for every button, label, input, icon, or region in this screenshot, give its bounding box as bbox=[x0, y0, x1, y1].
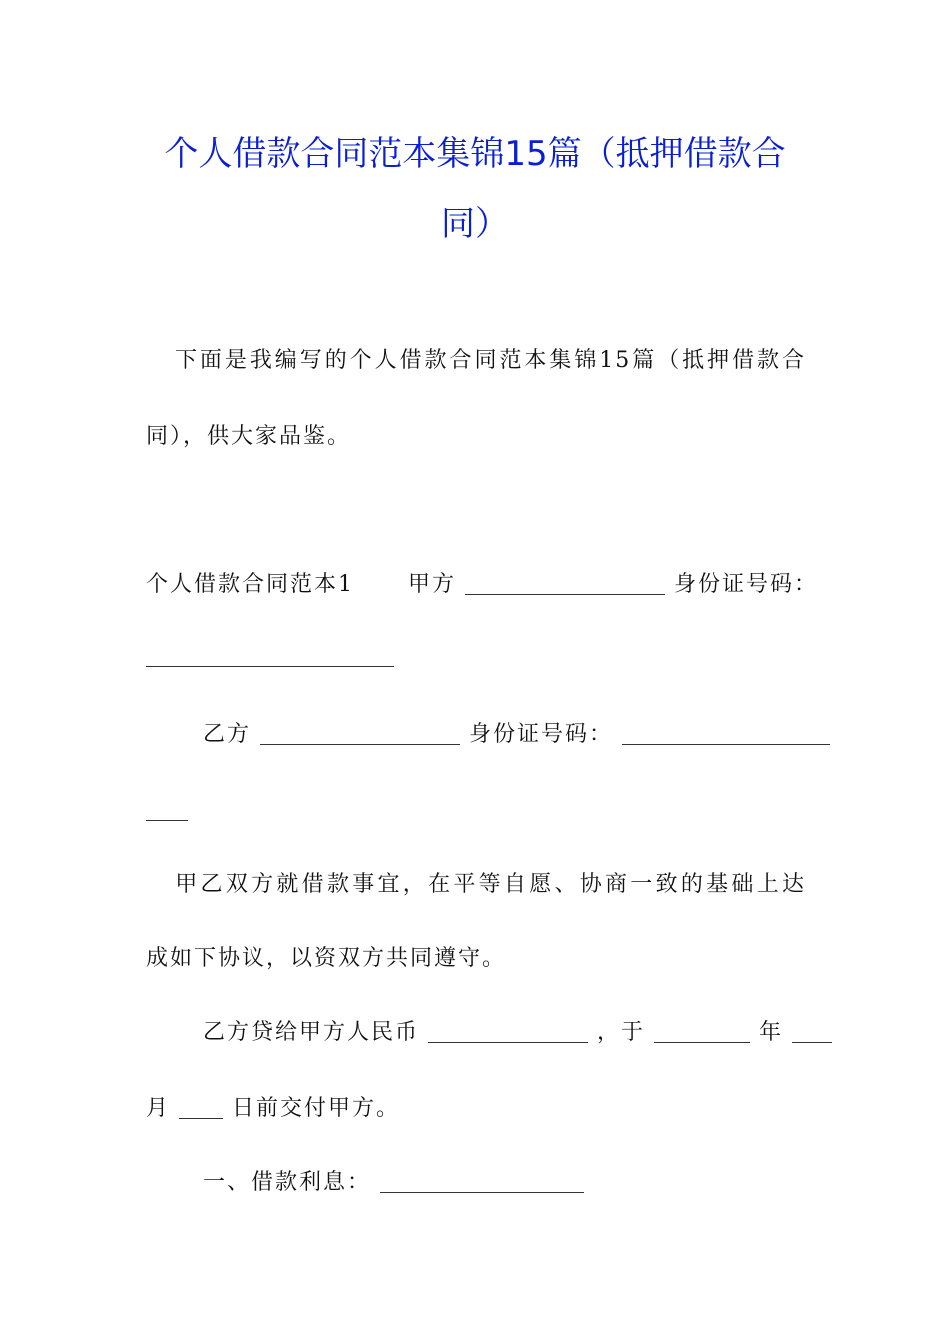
loan-suffix: 日前交付甲方。 bbox=[232, 1096, 401, 1121]
agreement-line-2: 成如下协议，以资双方共同遵守。 bbox=[146, 946, 507, 971]
contract-heading-line bbox=[146, 571, 819, 599]
loan-line bbox=[146, 1019, 806, 1047]
party-b-id-blank bbox=[622, 722, 830, 745]
party-a-label: 甲方 bbox=[408, 572, 457, 597]
interest-label: 一、借款利息： bbox=[203, 1170, 372, 1195]
loan-prefix: 乙方贷给甲方人民币 bbox=[203, 1020, 420, 1045]
loan-mid: ，于 bbox=[597, 1020, 646, 1045]
party-b-id-blank-cont bbox=[146, 798, 188, 821]
party-a-id-blank-line bbox=[146, 643, 806, 671]
document-title-line-2: 同） bbox=[441, 204, 509, 244]
year-blank bbox=[654, 1020, 750, 1043]
intro-line-2: 同），供大家品鉴。 bbox=[146, 424, 352, 449]
party-b-line bbox=[146, 721, 806, 749]
party-b-blank bbox=[260, 722, 460, 745]
loan-amount-blank bbox=[428, 1020, 588, 1043]
party-a-blank bbox=[465, 572, 665, 595]
party-b-id-blank-line bbox=[146, 797, 806, 825]
document-title-line-1: 个人借款合同范本集锦15篇（抵押借款合 bbox=[164, 134, 786, 174]
interest-line bbox=[146, 1169, 806, 1197]
month-label: 月 bbox=[146, 1096, 171, 1121]
interest-blank bbox=[380, 1170, 584, 1193]
month-blank-a bbox=[792, 1020, 832, 1043]
contract-heading: 个人借款合同范本1 bbox=[146, 572, 354, 597]
intro-line-1: 下面是我编写的个人借款合同范本集锦15篇（抵押借款合 bbox=[174, 348, 806, 373]
party-a-id-label: 身份证号码： bbox=[674, 572, 819, 597]
year-label: 年 bbox=[759, 1020, 784, 1045]
party-b-id-label: 身份证号码： bbox=[469, 722, 614, 747]
day-blank bbox=[179, 1096, 223, 1119]
party-a-id-blank bbox=[146, 644, 394, 667]
loan-line-2 bbox=[146, 1095, 806, 1123]
party-b-label: 乙方 bbox=[203, 722, 252, 747]
agreement-line-1: 甲乙双方就借款事宜，在平等自愿、协商一致的基础上达 bbox=[174, 872, 806, 897]
